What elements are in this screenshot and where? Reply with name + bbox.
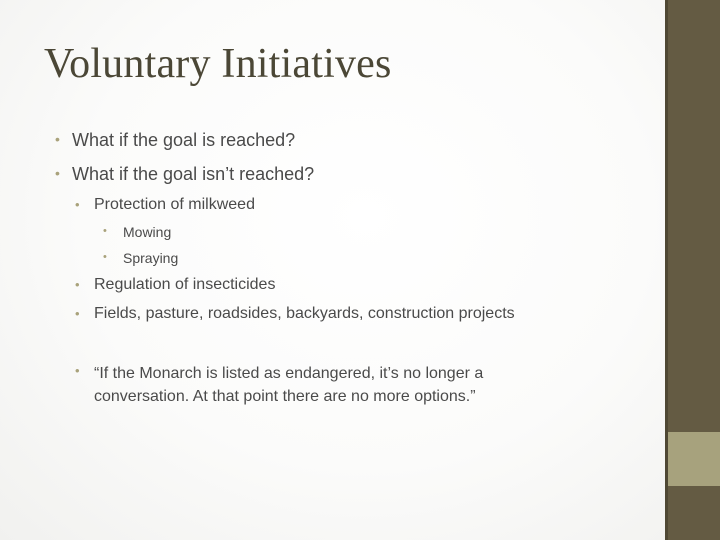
bullet-dot: • xyxy=(75,277,80,292)
bullet-dot: • xyxy=(75,306,80,321)
bullet-dot: • xyxy=(103,251,107,263)
bullet-text: What if the goal isn’t reached? xyxy=(72,164,315,184)
bullet-text: Spraying xyxy=(123,250,179,266)
bullet-text: Regulation of insecticides xyxy=(94,276,276,293)
bullet-dot: • xyxy=(75,363,80,378)
bullet-text: Protection of milkweed xyxy=(94,196,255,213)
slide-title: Voluntary Initiatives xyxy=(44,41,392,87)
bullet-dot: • xyxy=(55,131,60,147)
bullet-text: Mowing xyxy=(123,224,172,240)
bullet-dot: • xyxy=(103,225,107,237)
bullet-dot: • xyxy=(75,197,80,212)
bullet-text: Fields, pasture, roadsides, backyards, construction projects xyxy=(94,305,515,322)
quote-text: “If the Monarch is listed as endangered, it’s no longer a conversation. At that point there are no more options.” xyxy=(94,365,484,405)
bullet-dot: • xyxy=(55,165,60,181)
side-accent-block xyxy=(668,432,720,486)
bullet-text: What if the goal is reached? xyxy=(72,130,296,150)
